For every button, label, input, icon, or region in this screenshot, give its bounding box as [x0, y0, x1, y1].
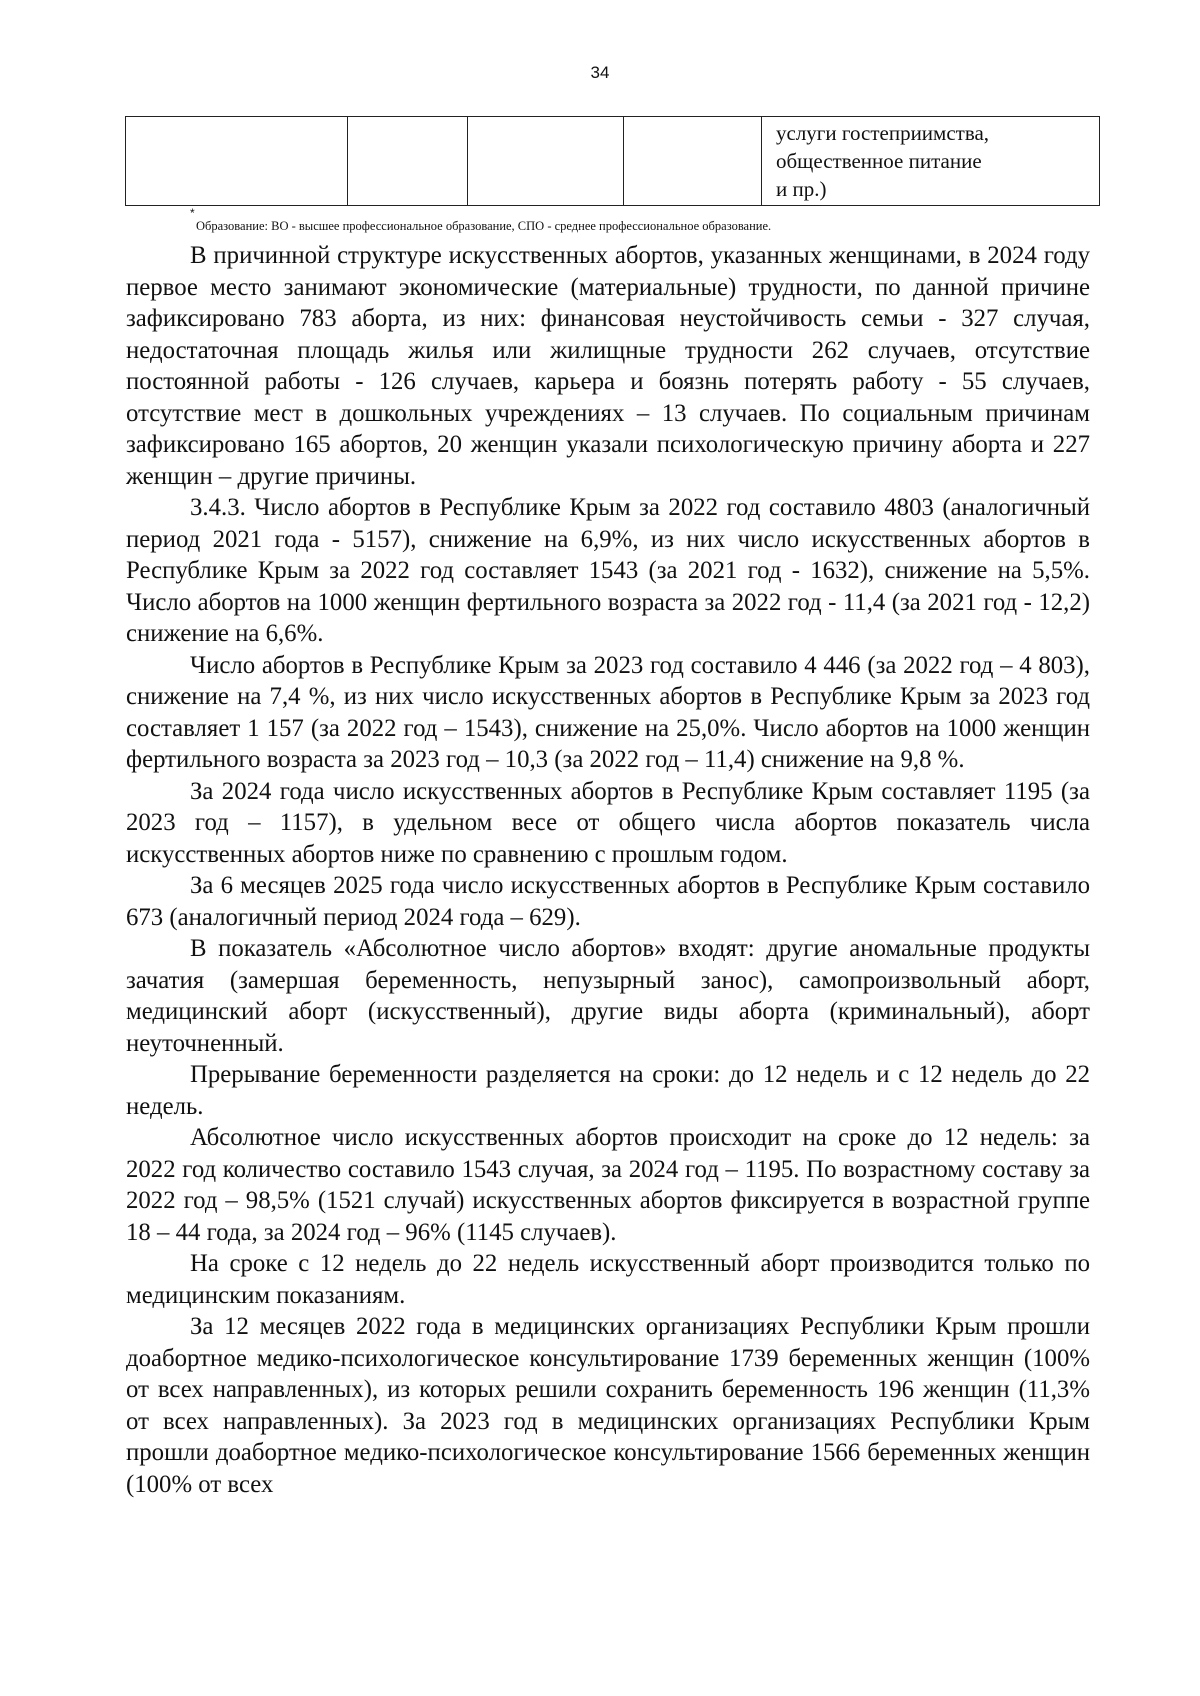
continuation-table [125, 116, 1100, 206]
footnote-marker: * [190, 206, 195, 220]
table-cell-empty [468, 117, 624, 206]
table-cell-services: услуги гостеприимства, общественное питание и пр.) [762, 117, 1100, 206]
paragraph-2023-statistics: Число абортов в Республике Крым за 2023 год составило 4 446 (за 2022 год – 4 803), снижение на 7,4 %, из них число искусственных абортов в Республике Крым за 2023 год составляет 1 157 (за 2022 год – 1543), снижение на 25,0%. Число абортов на 1000 женщин фертильного возраста за 2023 год – 10,3 (за 2022 год – 11,4) снижение на 9,8 %. [126, 651, 1090, 773]
paragraph-12-to-22-weeks: На сроке с 12 недель до 22 недель искусственный аборт производится только по медицинским показаниям. [126, 1250, 1090, 1309]
table-cell-empty [624, 117, 762, 206]
paragraph-termination-periods: Прерывание беременности разделяется на сроки: до 12 недель и с 12 недель до 22 недель. [126, 1061, 1090, 1120]
table-cell-empty [126, 117, 348, 206]
table-cell-empty [348, 117, 468, 206]
paragraph-abortion-causes: В причинной структуре искусственных абортов, указанных женщинами, в 2024 году первое место занимают экономические (материальные) трудности, по данной причине зафиксировано 783 аборта, из них: финансовая неустойчивость семьи - 327 случая, недостаточная площадь жилья или жилищные трудности 262 случаев, отсутствие постоянной работы - 126 случаев, карьера и боязнь потерять работу - 55 случаев, отсутствие мест в дошкольных учреждениях – 13 случаев. По социальным причинам зафиксировано 165 абортов, 20 женщин указали психологическую причину аборта и 227 женщин – другие причины. [126, 242, 1090, 490]
paragraph-pre-abortion-counseling: За 12 месяцев 2022 года в медицинских организациях Республики Крым прошли доабортное медико-психологическое консультирование 1739 беременных женщин (100% от всех направленных), из которых решили сохранить беременность 196 женщин (11,3% от всех направленных). За 2023 год в медицинских организациях Республики Крым прошли доабортное медико-психологическое консультирование 1566 беременных женщин (100% от всех [126, 1313, 1090, 1498]
paragraph-2025-statistics: За 6 месяцев 2025 года число искусственных абортов в Республике Крым составило 673 (аналогичный период 2024 года – 629). [126, 872, 1090, 931]
paragraph-section-3-4-3: 3.4.3. Число абортов в Республике Крым за 2022 год составило 4803 (аналогичный период 2021 года - 5157), снижение на 6,9%, из них число искусственных абортов в Республике Крым за 2022 год составляет 1543 (за 2021 год - 1632), снижение на 5,5%. Число абортов на 1000 женщин фертильного возраста за 2022 год - 11,4 (за 2021 год - 12,2) снижение на 6,6%. [126, 494, 1090, 647]
paragraph-2024-statistics: За 2024 года число искусственных абортов в Республике Крым составляет 1195 (за 2023 год – 1157), в удельном весе от общего числа абортов показатель числа искусственных абортов ниже по сравнению с прошлым годом. [126, 777, 1090, 868]
paragraph-under-12-weeks: Абсолютное число искусственных абортов происходит на сроке до 12 недель: за 2022 год количество составило 1543 случая, за 2024 год – 1195. По возрастному составу за 2022 год – 98,5% (1521 случай) искусственных абортов фиксируется в возрастной группе 18 – 44 года, за 2024 год – 96% (1145 случаев). [126, 1124, 1090, 1246]
body-text [126, 240, 1090, 1500]
paragraph-absolute-number-definition: В показатель «Абсолютное число абортов» входят: другие аномальные продукты зачатия (замершая беременность, непузырный занос), самопроизвольный аборт, медицинский аборт (искусственный), другие виды аборта (криминальный), аборт неуточненный. [126, 935, 1090, 1057]
footnote-text: Образование: ВО - высшее профессиональное образование, СПО - среднее профессиональное образование. [196, 219, 772, 233]
table-row [126, 117, 1100, 206]
page-number: 34 [590, 63, 610, 82]
